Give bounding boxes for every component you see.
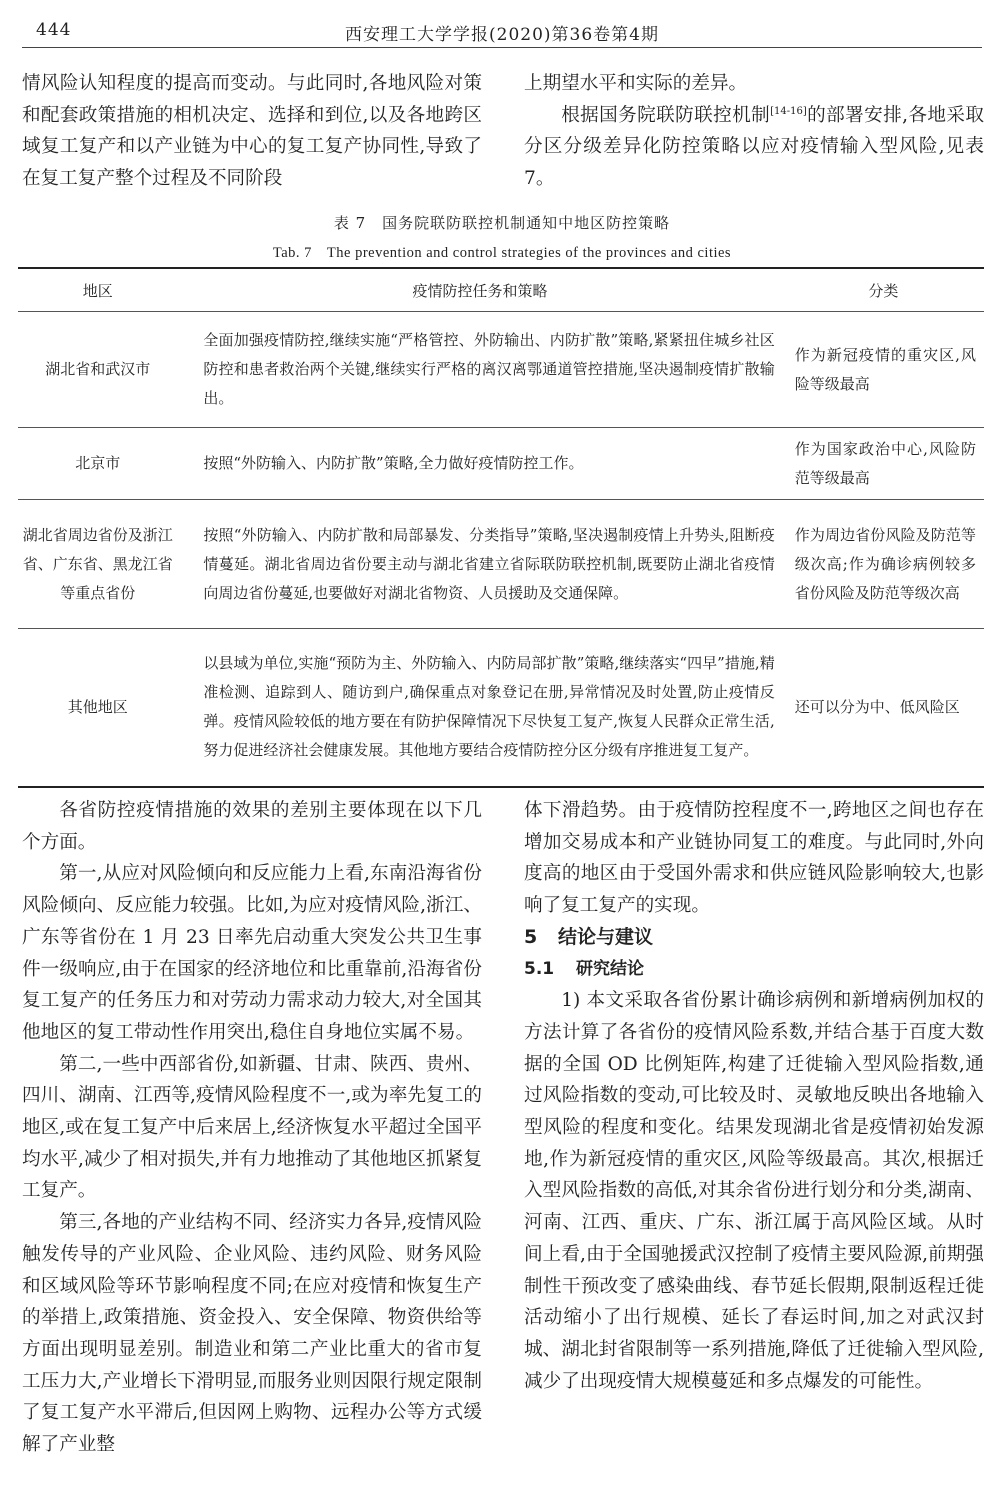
section-heading: [524, 922, 984, 954]
table-row: [18, 428, 984, 500]
paragraph: 第三,各地的产业结构不同、经济实力各异,疫情风险触发传导的产业风险、企业风险、违约风险、财务风险和区域风险等环节影响程度不同;在应对疫情和恢复生产的举措上,政策措施、资金投入、安全保障、物资供给等方面出现明显差别。制造业和第二产业比重大的省市复工压力大,产业增长下滑明显,而服务业则因限行规定限制了复工复产水平滞后,但因网上购物、远程办公等方式缓解了产业整: [22, 1212, 482, 1456]
strategy-table: [18, 267, 984, 788]
header-task: 疫情防控任务和策略: [177, 268, 782, 312]
header-rule: [22, 47, 982, 48]
section-title: 结论与建议: [558, 925, 654, 948]
table-row: [18, 629, 984, 787]
cell-region: 湖北省周边省份及浙江省、广东省、黑龙江省等重点省份: [18, 500, 177, 629]
journal-title: 西安理工大学学报(2020)第36卷第4期: [345, 25, 659, 45]
cell-category: 还可以分为中、低风险区: [783, 629, 984, 787]
paragraph: 体下滑趋势。由于疫情防控程度不一,跨地区之间也存在增加交易成本和产业链协同复工的难度。与此同时,外向度高的地区由于受国外需求和供应链风险影响较大,也影响了复工复产的实现。: [524, 800, 984, 917]
cell-category: 作为周边省份风险及防范等级次高;作为确诊病例较多省份风险及防范等级次高: [783, 500, 984, 629]
top-left-column: [22, 68, 482, 195]
top-right-column: [524, 68, 984, 195]
table-row: [18, 312, 984, 428]
cell-task: 全面加强疫情防控,继续实施“严格管控、外防输出、内防扩散”策略,紧紧扭住城乡社区防控和患者救治两个关键,继续实行严格的离汉离鄂通道管控措施,坚决遏制疫情扩散输出。: [177, 312, 782, 428]
cell-region: 北京市: [18, 428, 177, 500]
bottom-left-column: [22, 795, 482, 1461]
paragraph: 1) 本文采取各省份累计确诊病例和新增病例加权的方法计算了各省份的疫情风险系数,并结合基于百度大数据的全国 OD 比例矩阵,构建了迁徙输入型风险指数,通过风险指数的变动,可比较及时、灵敏地反映出各地输入型风险的程度和变化。结果发现湖北省是疫情初始发源地,作为新冠疫情的重灾区,风险等级最高。其次,根据迁入型风险指数的高低,对其余省份进行划分和分类,湖南、河南、江西、重庆、广东、浙江属于高风险区域。从时间上看,由于全国驰援武汉控制了疫情主要风险源,前期强制性干预改变了感染曲线、春节延长假期,限制返程迁徙活动缩小了出行规模、延长了春运时间,加之对武汉封城、湖北封省限制等一系列措施,降低了迁徙输入型风险,减少了出现疫情大规模蔓延和多点爆发的可能性。: [524, 990, 984, 1392]
header-region: 地区: [18, 268, 177, 312]
cell-task: 以县域为单位,实施“预防为主、外防输入、内防局部扩散”策略,继续落实“四早”措施,精准检测、追踪到人、随访到户,确保重点对象登记在册,异常情况及时处置,防止疫情反弹。疫情风险较低的地方要在有防护保障情况下尽快复工复产,恢复人民群众正常生活,努力促进经济社会健康发展。其他地方要结合疫情防控分区分级有序推进复工复产。: [177, 629, 782, 787]
paragraph: 情风险认知程度的提高而变动。与此同时,各地风险对策和配套政策措施的相机决定、选择和到位,以及各地跨区域复工复产和以产业链为中心的复工复产协同性,导致了在复工复产整个过程及不同阶段: [22, 73, 482, 190]
paragraph: 第一,从应对风险倾向和反应能力上看,东南沿海省份风险倾向、反应能力较强。比如,为应对疫情风险,浙江、广东等省份在 1 月 23 日率先启动重大突发公共卫生事件一级响应,由于在国家的经济地位和比重靠前,沿海省份复工复产的任务压力和对劳动力需求动力较大,对全国其他地区的复工带动性作用突出,稳住自身地位实属不易。: [22, 863, 482, 1043]
paragraph-text: 的部署安排,各地采取分区分级差异化防控策略以应对疫情输入型风险,见表 7。: [524, 104, 984, 190]
table-caption-en: Tab. 7 The prevention and control strategies of the provinces and cities: [272, 245, 732, 261]
cell-region: 湖北省和武汉市: [18, 312, 177, 428]
cell-task: 按照“外防输入、内防扩散和局部暴发、分类指导”策略,坚决遏制疫情上升势头,阻断疫情蔓延。湖北省周边省份要主动与湖北省建立省际联防联控机制,既要防止湖北省疫情向周边省份蔓延,也要做好对湖北省物资、人员援助及交通保障。: [177, 500, 782, 629]
bottom-right-column: [524, 795, 984, 1397]
cell-task: 按照“外防输入、内防扩散”策略,全力做好疫情防控工作。: [177, 428, 782, 500]
cell-category: 作为新冠疫情的重灾区,风险等级最高: [783, 312, 984, 428]
table-caption-cn: 表 7 国务院联防联控机制通知中地区防控策略: [333, 214, 671, 232]
subsection-title: 研究结论: [576, 958, 644, 979]
section-number: 5: [524, 925, 538, 948]
cell-category: 作为国家政治中心,风险防范等级最高: [783, 428, 984, 500]
page-number: 444: [36, 20, 72, 40]
page-header: [22, 20, 982, 46]
cell-region: 其他地区: [18, 629, 177, 787]
paragraph: 第二,一些中西部省份,如新疆、甘肃、陕西、贵州、四川、湖南、江西等,疫情风险程度不一,或为率先复工的地区,或在复工复产中后来居上,经济恢复水平超过全国平均水平,减少了相对损失,并有力地推动了其他地区抓紧复工复产。: [22, 1053, 482, 1202]
subsection-heading: [524, 954, 984, 986]
table-header-row: [18, 268, 984, 312]
citation: [14-16]: [770, 105, 807, 117]
header-category: 分类: [783, 268, 984, 312]
paragraph-text: 根据国务院联防联控机制: [561, 104, 771, 126]
subsection-number: 5.1: [524, 958, 555, 979]
table-row: [18, 500, 984, 629]
paragraph: 上期望水平和实际的差异。: [524, 73, 748, 94]
paragraph: [524, 100, 984, 195]
paragraph: 各省防控疫情措施的效果的差别主要体现在以下几个方面。: [22, 800, 482, 853]
